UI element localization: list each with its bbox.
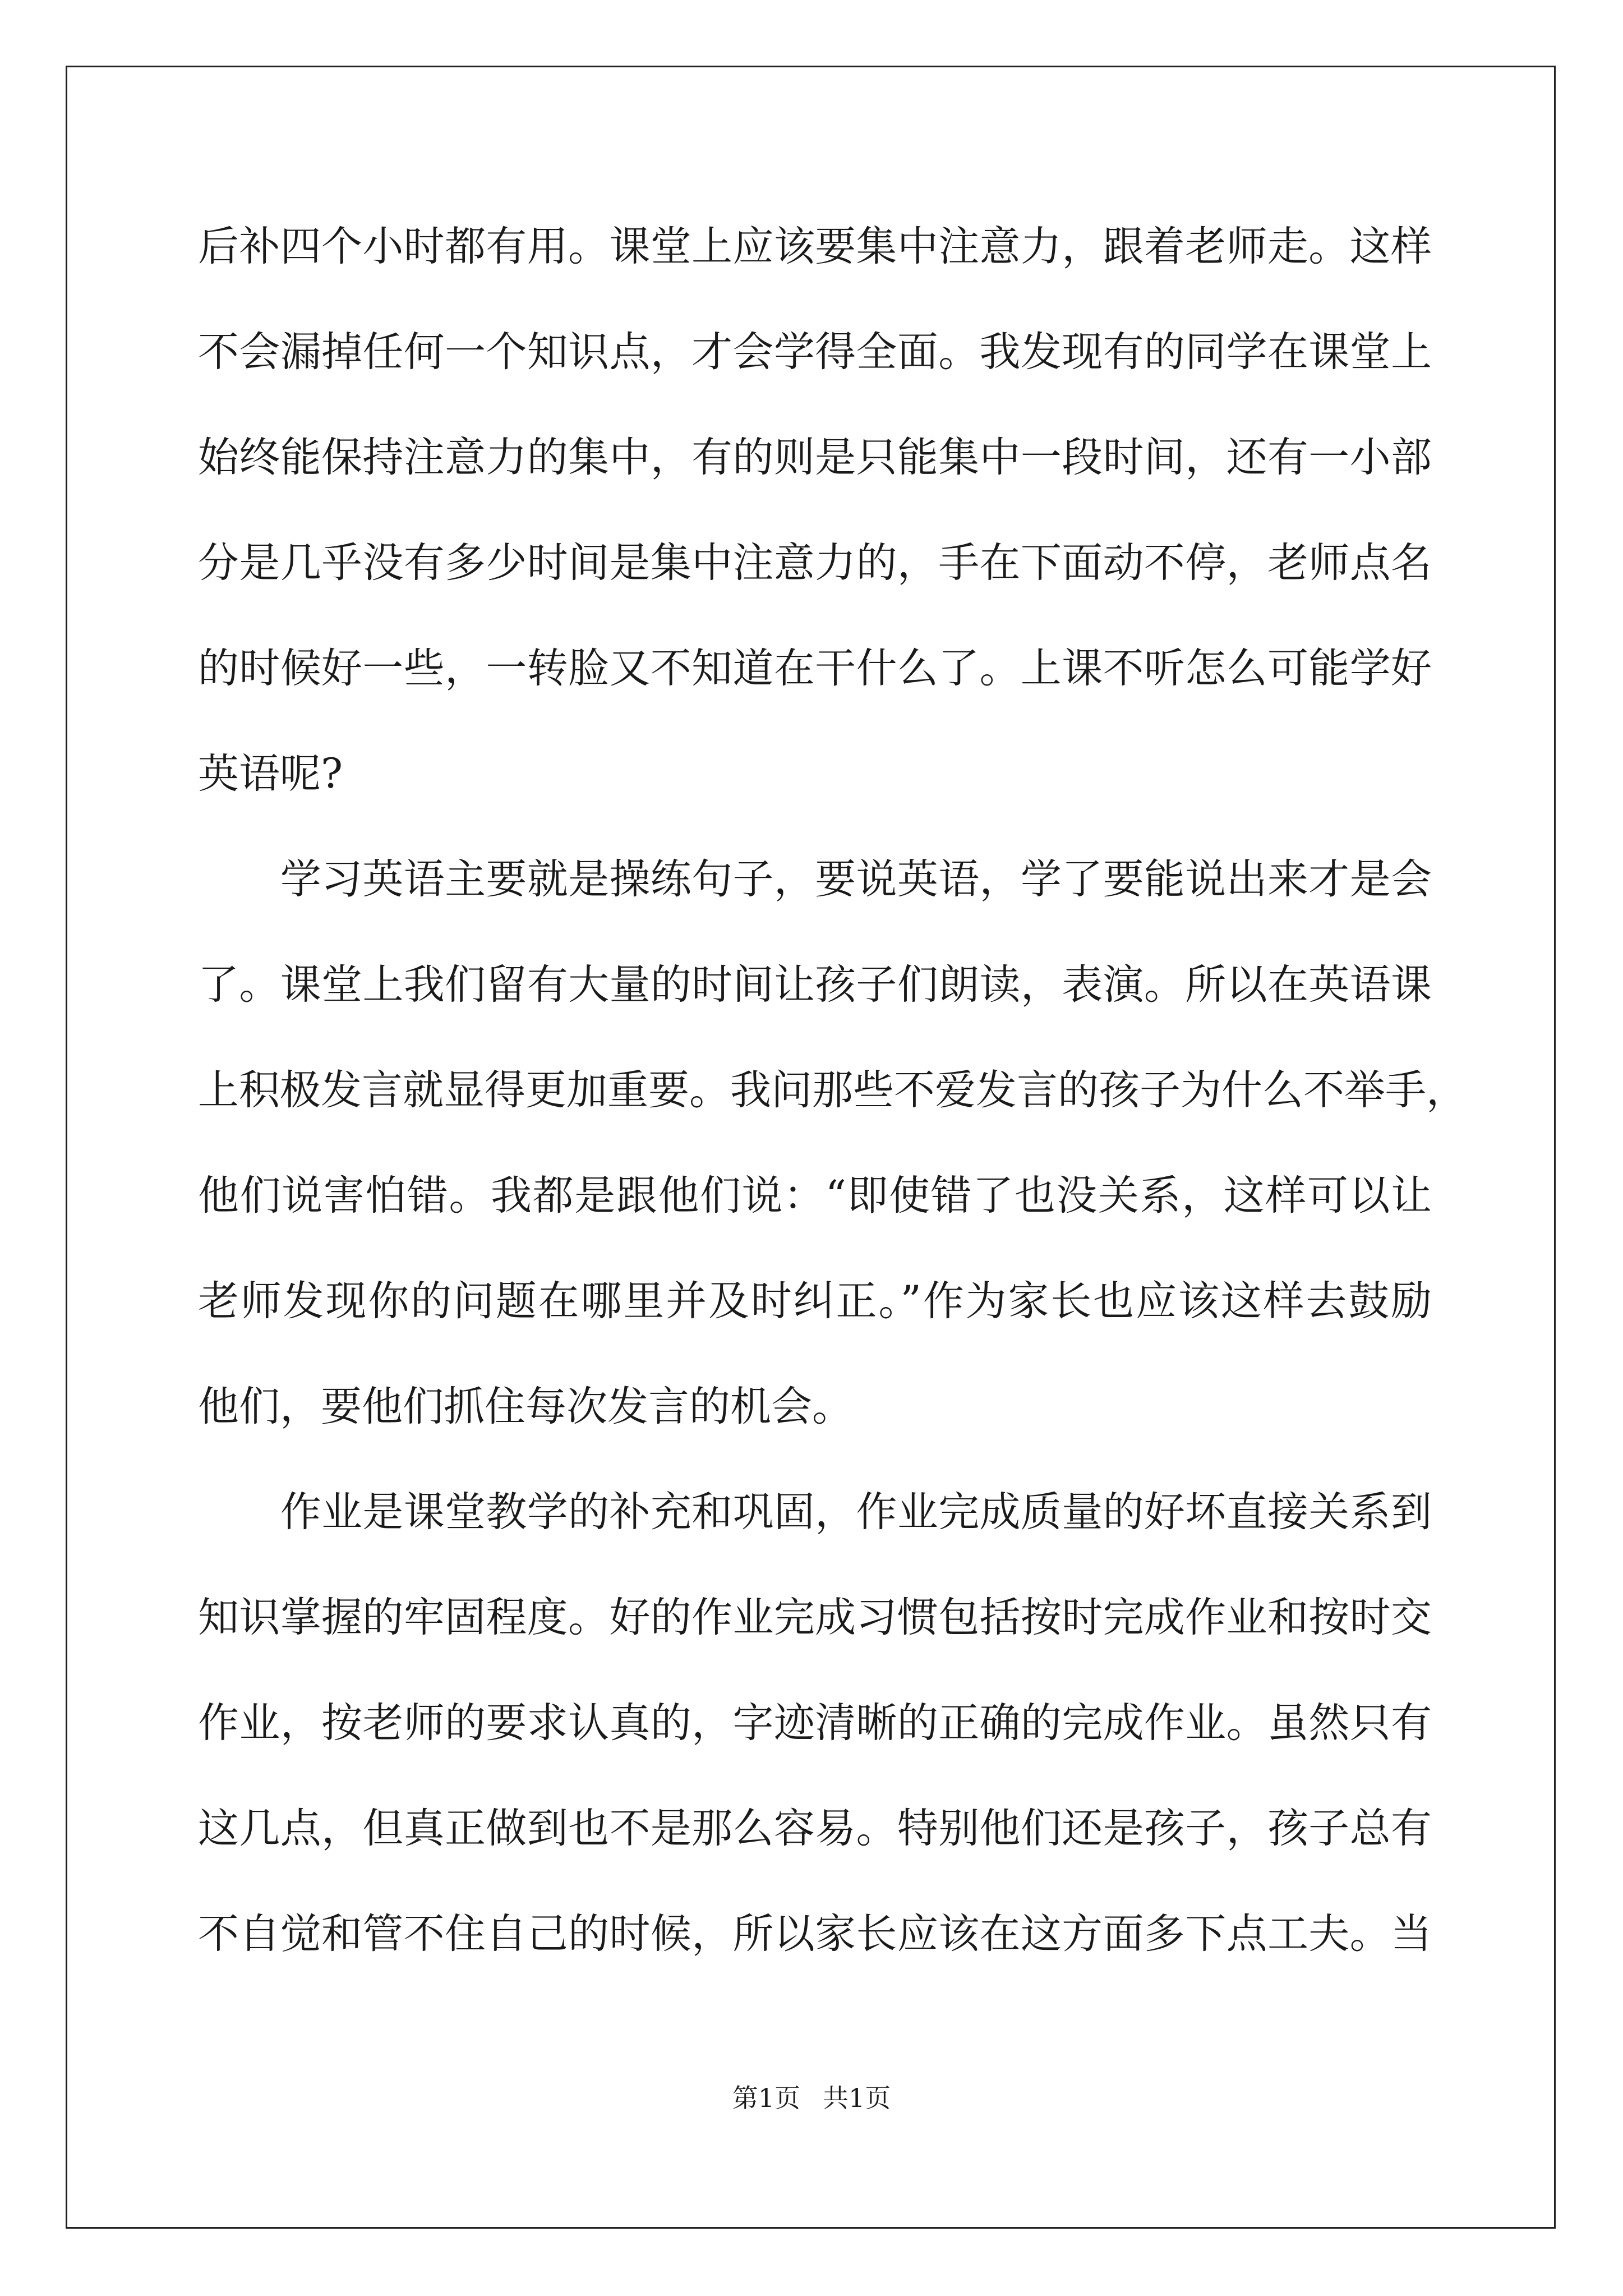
text-line: 的时候好一些，一转脸又不知道在干什么了。上课不听怎么可能学好: [198, 645, 1432, 692]
text-line: 他们说害怕错。我都是跟他们说：“即使错了也没关系，这样可以让: [198, 1172, 1432, 1220]
text-line: 后补四个小时都有用。课堂上应该要集中注意力，跟着老师走。这样: [198, 223, 1432, 270]
text-line: 知识掌握的牢固程度。好的作业完成习惯包括按时完成作业和按时交: [198, 1594, 1432, 1641]
text-line: 英语呢?: [198, 750, 343, 798]
text-line: 学习英语主要就是操练句子，要说英语，学了要能说出来才是会: [198, 855, 1432, 903]
text-line: 始终能保持注意力的集中，有的则是只能集中一段时间，还有一小部: [198, 434, 1432, 481]
text-line: 这几点，但真正做到也不是那么容易。特别他们还是孩子，孩子总有: [198, 1805, 1432, 1852]
text-line: 作业是课堂教学的补充和巩固，作业完成质量的好坏直接关系到: [198, 1488, 1432, 1536]
text-line: 他们，要他们抓住每次发言的机会。: [198, 1383, 853, 1430]
text-line: 分是几乎没有多少时间是集中注意力的，手在下面动不停，老师点名: [198, 539, 1432, 587]
page-footer: [0, 2081, 1623, 2115]
text-line: 老师发现你的问题在哪里并及时纠正。”作为家长也应该这样去鼓励: [198, 1277, 1432, 1325]
text-line: 不自觉和管不住自己的时候，所以家长应该在这方面多下点工夫。当: [198, 1910, 1432, 1958]
paragraph-2: [198, 849, 1467, 1481]
document-body: [198, 216, 1467, 2009]
text-line: 上积极发言就显得更加重要。我问那些不爱发言的孩子为什么不举手，: [198, 1066, 1467, 1114]
page-total: 共1页: [823, 2083, 891, 2113]
paragraph-1: [198, 216, 1432, 849]
text-line: 不会漏掉任何一个知识点，才会学得全面。我发现有的同学在课堂上: [198, 328, 1432, 376]
page-number: 第1页: [732, 2083, 800, 2113]
text-line: 作业，按老师的要求认真的，字迹清晰的正确的完成作业。虽然只有: [198, 1699, 1432, 1747]
text-line: 了。课堂上我们留有大量的时间让孩子们朗读，表演。所以在英语课: [198, 961, 1432, 1009]
paragraph-3: [198, 1481, 1432, 2009]
